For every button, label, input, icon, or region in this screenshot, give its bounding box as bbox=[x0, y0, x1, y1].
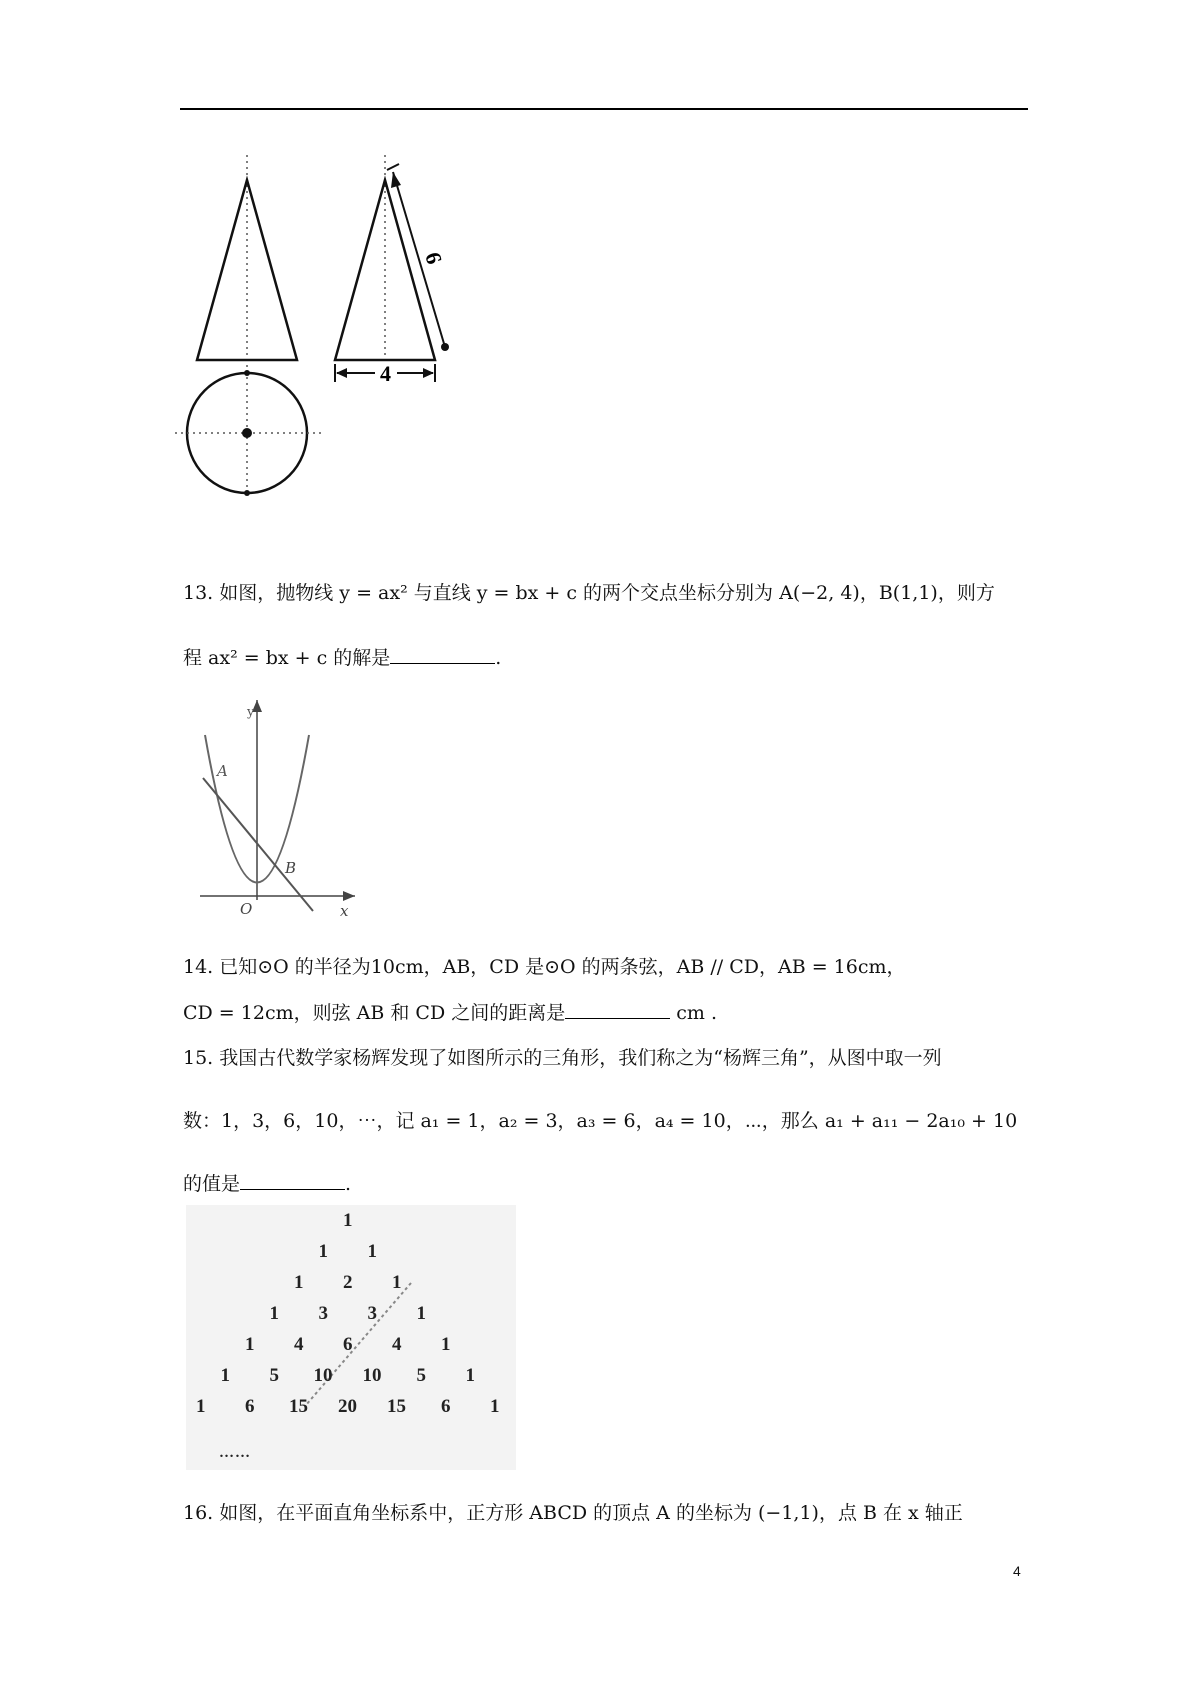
triangle-number: 4 bbox=[294, 1334, 304, 1355]
cone-three-views-figure bbox=[175, 150, 505, 550]
triangle-number: 3 bbox=[367, 1303, 377, 1324]
triangle-number: 3 bbox=[318, 1303, 328, 1324]
x-axis-label: x bbox=[340, 902, 349, 920]
question-14-unit: cm . bbox=[676, 1002, 718, 1024]
triangle-number: 6 bbox=[441, 1396, 451, 1417]
triangle-number: 4 bbox=[392, 1334, 402, 1355]
question-13-line-2-text: 程 ax² = bx + c 的解是 bbox=[183, 647, 391, 669]
parabola-line-figure bbox=[195, 700, 365, 930]
triangle-number: 1 bbox=[392, 1272, 402, 1293]
triangle-number: 1 bbox=[318, 1241, 328, 1262]
triangle-number: 15 bbox=[387, 1396, 406, 1417]
triangle-number: 5 bbox=[269, 1365, 279, 1386]
triangle-number: 1 bbox=[245, 1334, 255, 1355]
triangle-number: 5 bbox=[416, 1365, 426, 1386]
answer-blank-14[interactable] bbox=[565, 1000, 670, 1019]
question-13-line-2 bbox=[183, 645, 501, 671]
triangle-number: 1 bbox=[220, 1365, 230, 1386]
question-15-line-2: 数：1，3，6，10，⋯，记 a₁ = 1，a₂ = 3，a₃ = 6，a₄ = 10，⋯，那么 a₁ + a₁₁ − 2a₁₀ + 10 bbox=[183, 1110, 1018, 1132]
question-15-line-3-text: 的值是 bbox=[183, 1173, 241, 1195]
triangle-number: 1 bbox=[294, 1272, 304, 1293]
question-15-line-3 bbox=[183, 1171, 351, 1197]
page-number: 4 bbox=[1013, 1563, 1021, 1579]
triangle-number: 1 bbox=[269, 1303, 279, 1324]
question-15-line-1: 15. 我国古代数学家杨辉发现了如图所示的三角形，我们称之为“杨辉三角”，从图中取一列 bbox=[183, 1047, 942, 1069]
triangle-number: 1 bbox=[465, 1365, 475, 1386]
point-a-label: A bbox=[217, 762, 228, 780]
triangle-number: 1 bbox=[490, 1396, 500, 1417]
triangle-number: 1 bbox=[441, 1334, 451, 1355]
triangle-number: 2 bbox=[343, 1272, 353, 1293]
yang-hui-triangle-figure bbox=[186, 1205, 516, 1470]
triangle-number: 6 bbox=[343, 1334, 353, 1355]
question-15-period: . bbox=[345, 1173, 352, 1195]
triangle-number: 1 bbox=[343, 1210, 353, 1231]
triangle-number: 1 bbox=[367, 1241, 377, 1262]
origin-label: O bbox=[240, 900, 253, 918]
triangle-number: 10 bbox=[362, 1365, 382, 1386]
question-13-line-1: 13. 如图，抛物线 y = ax² 与直线 y = bx + c 的两个交点坐标分别为 A(−2, 4)，B(1,1)，则方 bbox=[183, 582, 995, 604]
base-label: 4 bbox=[380, 361, 391, 386]
question-14-line-1: 14. 已知⊙O 的半径为10cm，AB，CD 是⊙O 的两条弦，AB // CD，AB = 16cm， bbox=[183, 956, 906, 978]
triangle-number: 15 bbox=[289, 1396, 308, 1417]
y-axis-label: y bbox=[247, 705, 255, 720]
answer-blank-13[interactable] bbox=[390, 645, 495, 664]
triangle-number: 6 bbox=[245, 1396, 255, 1417]
header-rule bbox=[180, 108, 1028, 110]
slant-label: 6 bbox=[420, 249, 448, 267]
triangle-number: 1 bbox=[196, 1396, 206, 1417]
triangle-ellipsis: …… bbox=[219, 1445, 251, 1461]
question-14-line-2 bbox=[183, 1000, 717, 1026]
answer-blank-15[interactable] bbox=[240, 1171, 345, 1190]
question-13-period: . bbox=[495, 647, 502, 669]
triangle-number: 20 bbox=[338, 1396, 357, 1417]
question-16-line-1: 16. 如图，在平面直角坐标系中，正方形 ABCD 的顶点 A 的坐标为 (−1,1)，点 B 在 x 轴正 bbox=[183, 1502, 963, 1524]
triangle-number: 10 bbox=[313, 1365, 333, 1386]
triangle-number: 1 bbox=[416, 1303, 426, 1324]
question-14-line-2-text: CD = 12cm，则弦 AB 和 CD 之间的距离是 bbox=[183, 1002, 566, 1024]
point-b-label: B bbox=[285, 859, 297, 877]
